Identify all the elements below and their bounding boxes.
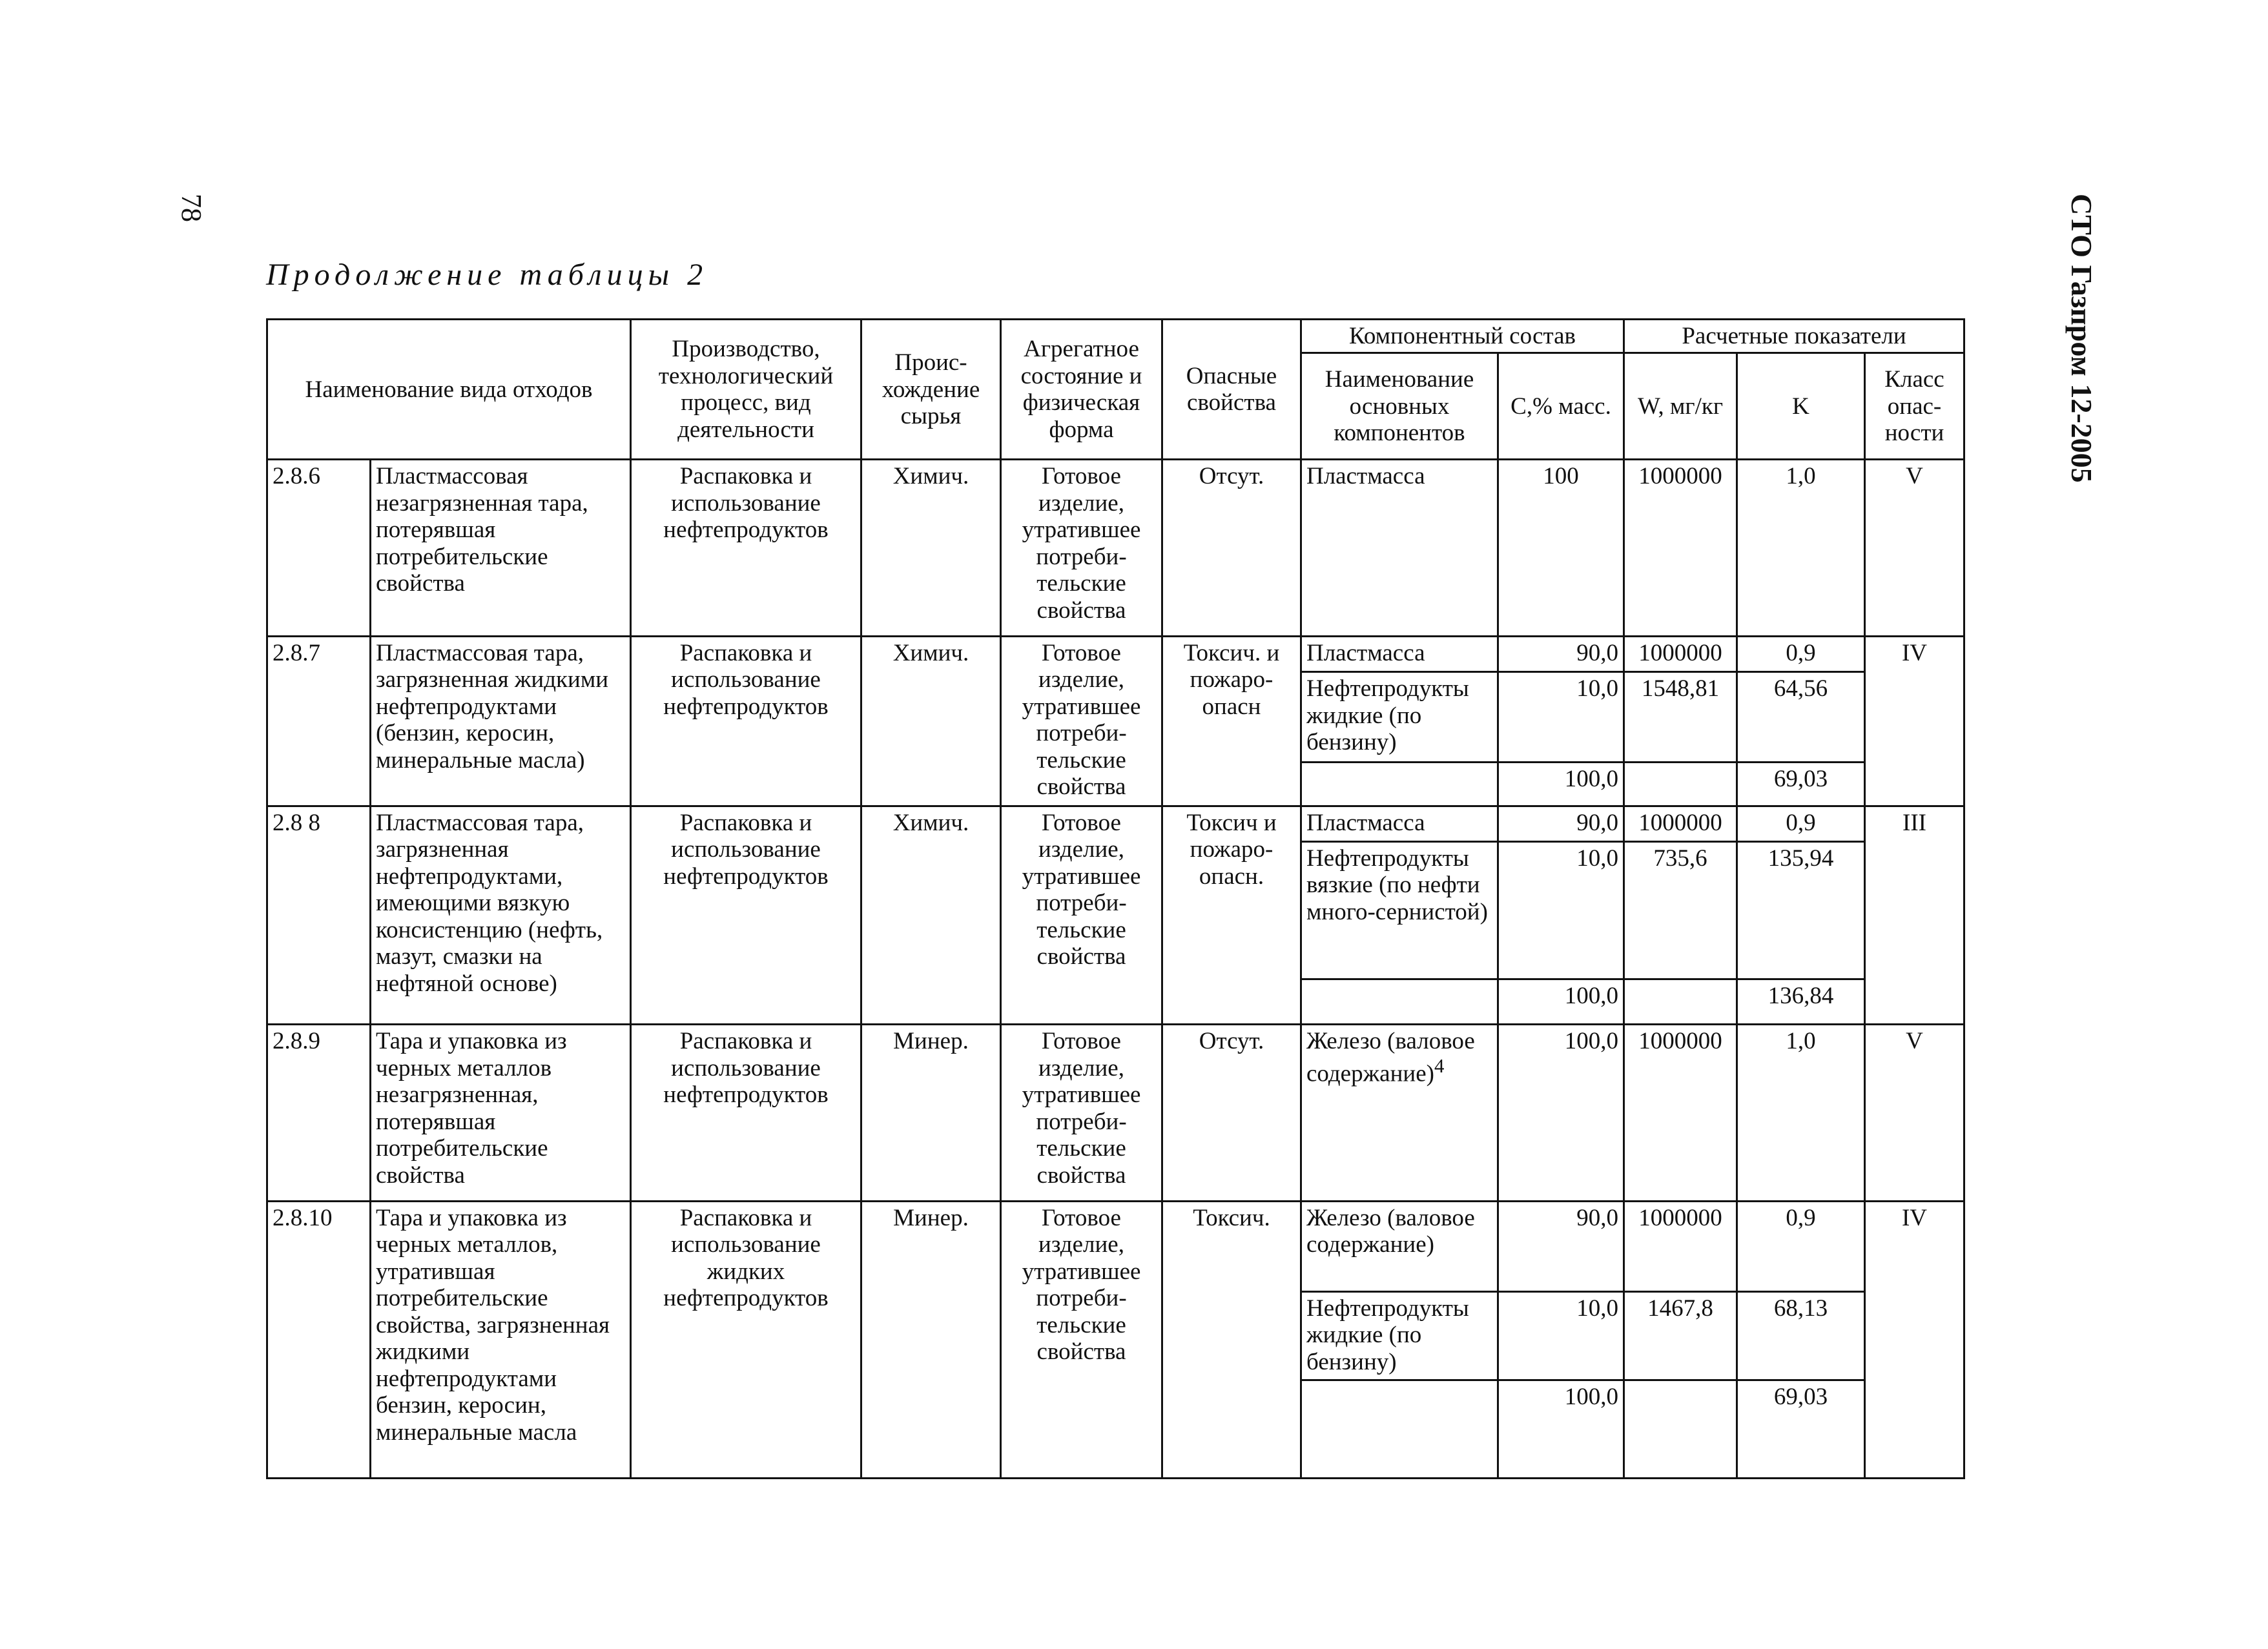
total-k: 69,03	[1737, 763, 1865, 806]
row-origin: Химич.	[861, 460, 1001, 637]
component-k: 0,9	[1737, 1202, 1865, 1292]
header-state: Агрегатное состояние и физическая форма	[1001, 320, 1162, 460]
row-state: Готовое изделие, утратившее потреби-тельские свойства	[1001, 637, 1162, 806]
total-k: 69,03	[1737, 1380, 1865, 1478]
row-state: Готовое изделие, утратившее потреби-тельские свойства	[1001, 1202, 1162, 1479]
row-origin: Минер.	[861, 1025, 1001, 1202]
row-hazard: Токсич и пожаро-опасн.	[1162, 806, 1301, 1025]
table-row	[267, 1025, 1964, 1202]
row-origin: Химич.	[861, 806, 1001, 1025]
header-concentration: С,% масс.	[1498, 353, 1624, 460]
component-name	[1301, 1025, 1498, 1202]
document-code: СТО Газпром 12-2005	[2065, 194, 2098, 483]
footnote-marker: 4	[1434, 1054, 1445, 1077]
component-name: Пластмасса	[1301, 637, 1498, 672]
header-hazard-class: Класс опас-ности	[1865, 353, 1964, 460]
component-w: 1000000	[1624, 1202, 1737, 1292]
table-row	[267, 460, 1964, 637]
waste-classification-table	[266, 318, 1965, 1479]
row-production: Распаковка и использование нефтепродуктов	[631, 460, 861, 637]
table-row	[267, 1202, 1964, 1292]
component-name: Пластмасса	[1301, 806, 1498, 842]
page-number: 78	[176, 194, 207, 222]
row-state: Готовое изделие, утратившее потреби-тельские свойства	[1001, 806, 1162, 1025]
total-concentration: 100,0	[1498, 763, 1624, 806]
row-hazard: Отсут.	[1162, 460, 1301, 637]
row-production: Распаковка и использование нефтепродуктов	[631, 637, 861, 806]
header-production: Производство, технологический процесс, вид деятельности	[631, 320, 861, 460]
row-origin: Минер.	[861, 1202, 1001, 1479]
row-hazard: Токсич.	[1162, 1202, 1301, 1479]
row-hazard-class: III	[1865, 806, 1964, 1025]
component-name-text: Железо (валовое содержание)	[1306, 1028, 1475, 1087]
row-waste-name: Пластмассовая тара, загрязненная жидкими нефтепродуктами (бензин, керосин, минеральные масла)	[371, 637, 631, 806]
component-k: 1,0	[1737, 1025, 1865, 1202]
component-w: 1000000	[1624, 1025, 1737, 1202]
row-hazard: Отсут.	[1162, 1025, 1301, 1202]
table-row	[267, 637, 1964, 672]
row-production: Распаковка и использование нефтепродуктов	[631, 806, 861, 1025]
header-w: W, мг/кг	[1624, 353, 1737, 460]
row-hazard-class: V	[1865, 1025, 1964, 1202]
component-concentration: 10,0	[1498, 841, 1624, 979]
component-k: 0,9	[1737, 637, 1865, 672]
row-hazard: Токсич. и пожаро-опасн	[1162, 637, 1301, 806]
total-concentration: 100,0	[1498, 979, 1624, 1025]
component-name: Нефтепродукты вязкие (по нефти много-сернистой)	[1301, 841, 1498, 979]
component-concentration: 90,0	[1498, 806, 1624, 842]
row-hazard-class: IV	[1865, 1202, 1964, 1479]
total-concentration: 100,0	[1498, 1380, 1624, 1478]
component-k: 0,9	[1737, 806, 1865, 842]
row-hazard-class: V	[1865, 460, 1964, 637]
component-w: 1000000	[1624, 806, 1737, 842]
row-state: Готовое изделие, утратившее потреби-тельские свойства	[1001, 460, 1162, 637]
row-hazard-class: IV	[1865, 637, 1964, 806]
component-k: 68,13	[1737, 1291, 1865, 1380]
header-component-name: Наименование основных компонентов	[1301, 353, 1498, 460]
row-state: Готовое изделие, утратившее потреби-тельские свойства	[1001, 1025, 1162, 1202]
row-code: 2.8.7	[267, 637, 371, 806]
header-calculated: Расчетные показатели	[1624, 320, 1964, 353]
component-w: 1000000	[1624, 460, 1737, 637]
row-waste-name: Тара и упаковка из черных металлов незагрязненная, потерявшая потребительские свойства	[371, 1025, 631, 1202]
component-w: 1548,81	[1624, 672, 1737, 763]
component-k: 135,94	[1737, 841, 1865, 979]
header-waste-name: Наименование вида отходов	[267, 320, 631, 460]
header-composition: Компонентный состав	[1301, 320, 1624, 353]
component-concentration: 90,0	[1498, 1202, 1624, 1292]
row-code: 2.8.6	[267, 460, 371, 637]
row-production: Распаковка и использование жидких нефтепродуктов	[631, 1202, 861, 1479]
component-name: Железо (валовое содержание)	[1301, 1202, 1498, 1292]
component-concentration: 90,0	[1498, 637, 1624, 672]
row-code: 2.8 8	[267, 806, 371, 1025]
component-concentration: 100,0	[1498, 1025, 1624, 1202]
component-name: Пластмасса	[1301, 460, 1498, 637]
row-waste-name: Пластмассовая незагрязненная тара, потерявшая потребительские свойства	[371, 460, 631, 637]
header-hazard: Опасные свойства	[1162, 320, 1301, 460]
component-k: 64,56	[1737, 672, 1865, 763]
total-k: 136,84	[1737, 979, 1865, 1025]
component-w: 735,6	[1624, 841, 1737, 979]
header-origin: Проис-хождение сырья	[861, 320, 1001, 460]
row-code: 2.8.9	[267, 1025, 371, 1202]
component-w: 1000000	[1624, 637, 1737, 672]
table-caption: Продолжение таблицы 2	[266, 258, 708, 292]
row-production: Распаковка и использование нефтепродуктов	[631, 1025, 861, 1202]
component-k: 1,0	[1737, 460, 1865, 637]
component-concentration: 100	[1498, 460, 1624, 637]
row-code: 2.8.10	[267, 1202, 371, 1479]
row-waste-name: Тара и упаковка из черных металлов, утратившая потребительские свойства, загрязненная жидкими нефтепродуктами бензин, керосин, минеральные масла	[371, 1202, 631, 1479]
component-w: 1467,8	[1624, 1291, 1737, 1380]
row-origin: Химич.	[861, 637, 1001, 806]
component-concentration: 10,0	[1498, 672, 1624, 763]
header-k: K	[1737, 353, 1865, 460]
row-waste-name: Пластмассовая тара, загрязненная нефтепродуктами, имеющими вязкую консистенцию (нефть, мазут, смазки на нефтяной основе)	[371, 806, 631, 1025]
component-name: Нефтепродукты жидкие (по бензину)	[1301, 672, 1498, 763]
component-concentration: 10,0	[1498, 1291, 1624, 1380]
component-name: Нефтепродукты жидкие (по бензину)	[1301, 1291, 1498, 1380]
table-row	[267, 806, 1964, 842]
